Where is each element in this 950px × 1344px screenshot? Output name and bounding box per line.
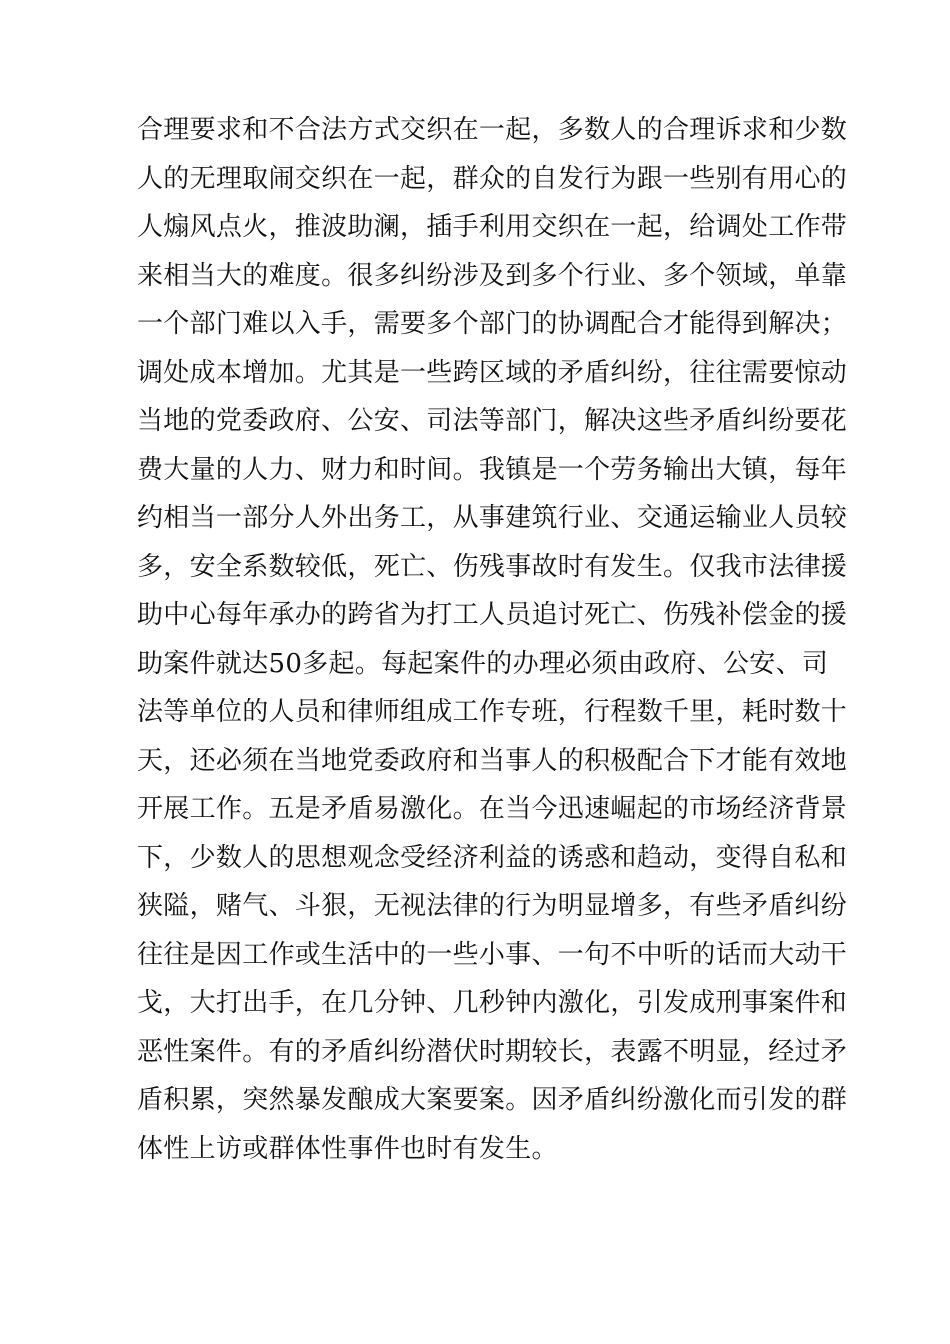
text-line: 人煽风点火，推波助澜，插手利用交织在一起，给调处工作带 <box>137 212 848 242</box>
text-line: 往往是因工作或生活中的一些小事、一句不中听的话而大动干 <box>137 939 848 970</box>
text-line: 人的无理取闹交织在一起，群众的自发行为跟一些别有用心的 <box>137 163 848 194</box>
text-line: 下，少数人的思想观念受经济利益的诱惑和趋动，变得自私和 <box>137 842 848 873</box>
text-line: 助中心每年承办的跨省为打工人员追讨死亡、伤残补偿金的援 <box>137 600 848 630</box>
text-line: 法等单位的人员和律师组成工作专班，行程数千里，耗时数十 <box>137 697 848 727</box>
text-line: 调处成本增加。尤其是一些跨区域的矛盾纠纷，往往需要惊动 <box>137 357 848 388</box>
text-line: 恶性案件。有的矛盾纠纷潜伏时期较长，表露不明显，经过矛 <box>137 1036 848 1067</box>
text-line: 盾积累，突然暴发酿成大案要案。因矛盾纠纷激化而引发的群 <box>137 1085 848 1115</box>
text-line: 合理要求和不合法方式交织在一起，多数人的合理诉求和少数 <box>137 115 848 145</box>
text-line: 费大量的人力、财力和时间。我镇是一个劳务输出大镇，每年 <box>137 454 848 485</box>
text-line: 多，安全系数较低，死亡、伤残事故时有发生。仅我市法律援 <box>137 551 848 582</box>
text-line: 助案件就达50多起。每起案件的办理必须由政府、公安、司 <box>137 648 829 679</box>
text-line: 开展工作。五是矛盾易激化。在当今迅速崛起的市场经济背景 <box>137 794 848 824</box>
text-line: 来相当大的难度。很多纠纷涉及到多个行业、多个领域，单靠 <box>137 260 848 291</box>
text-line: 戈，大打出手，在几分钟、几秒钟内激化，引发成刑事案件和 <box>137 988 848 1018</box>
text-line: 当地的党委政府、公安、司法等部门，解决这些矛盾纠纷要花 <box>137 406 848 436</box>
body-paragraph <box>137 106 848 1173</box>
text-line: 狭隘，赌气、斗狠，无视法律的行为明显增多，有些矛盾纠纷 <box>137 891 848 921</box>
text-line: 体性上访或群体性事件也时有发生。 <box>137 1133 558 1164</box>
text-line: 一个部门难以入手，需要多个部门的协调配合才能得到解决； <box>137 309 848 339</box>
text-line: 约相当一部分人外出务工，从事建筑行业、交通运输业人员较 <box>137 503 848 533</box>
text-line: 天，还必须在当地党委政府和当事人的积极配合下才能有效地 <box>137 745 848 776</box>
